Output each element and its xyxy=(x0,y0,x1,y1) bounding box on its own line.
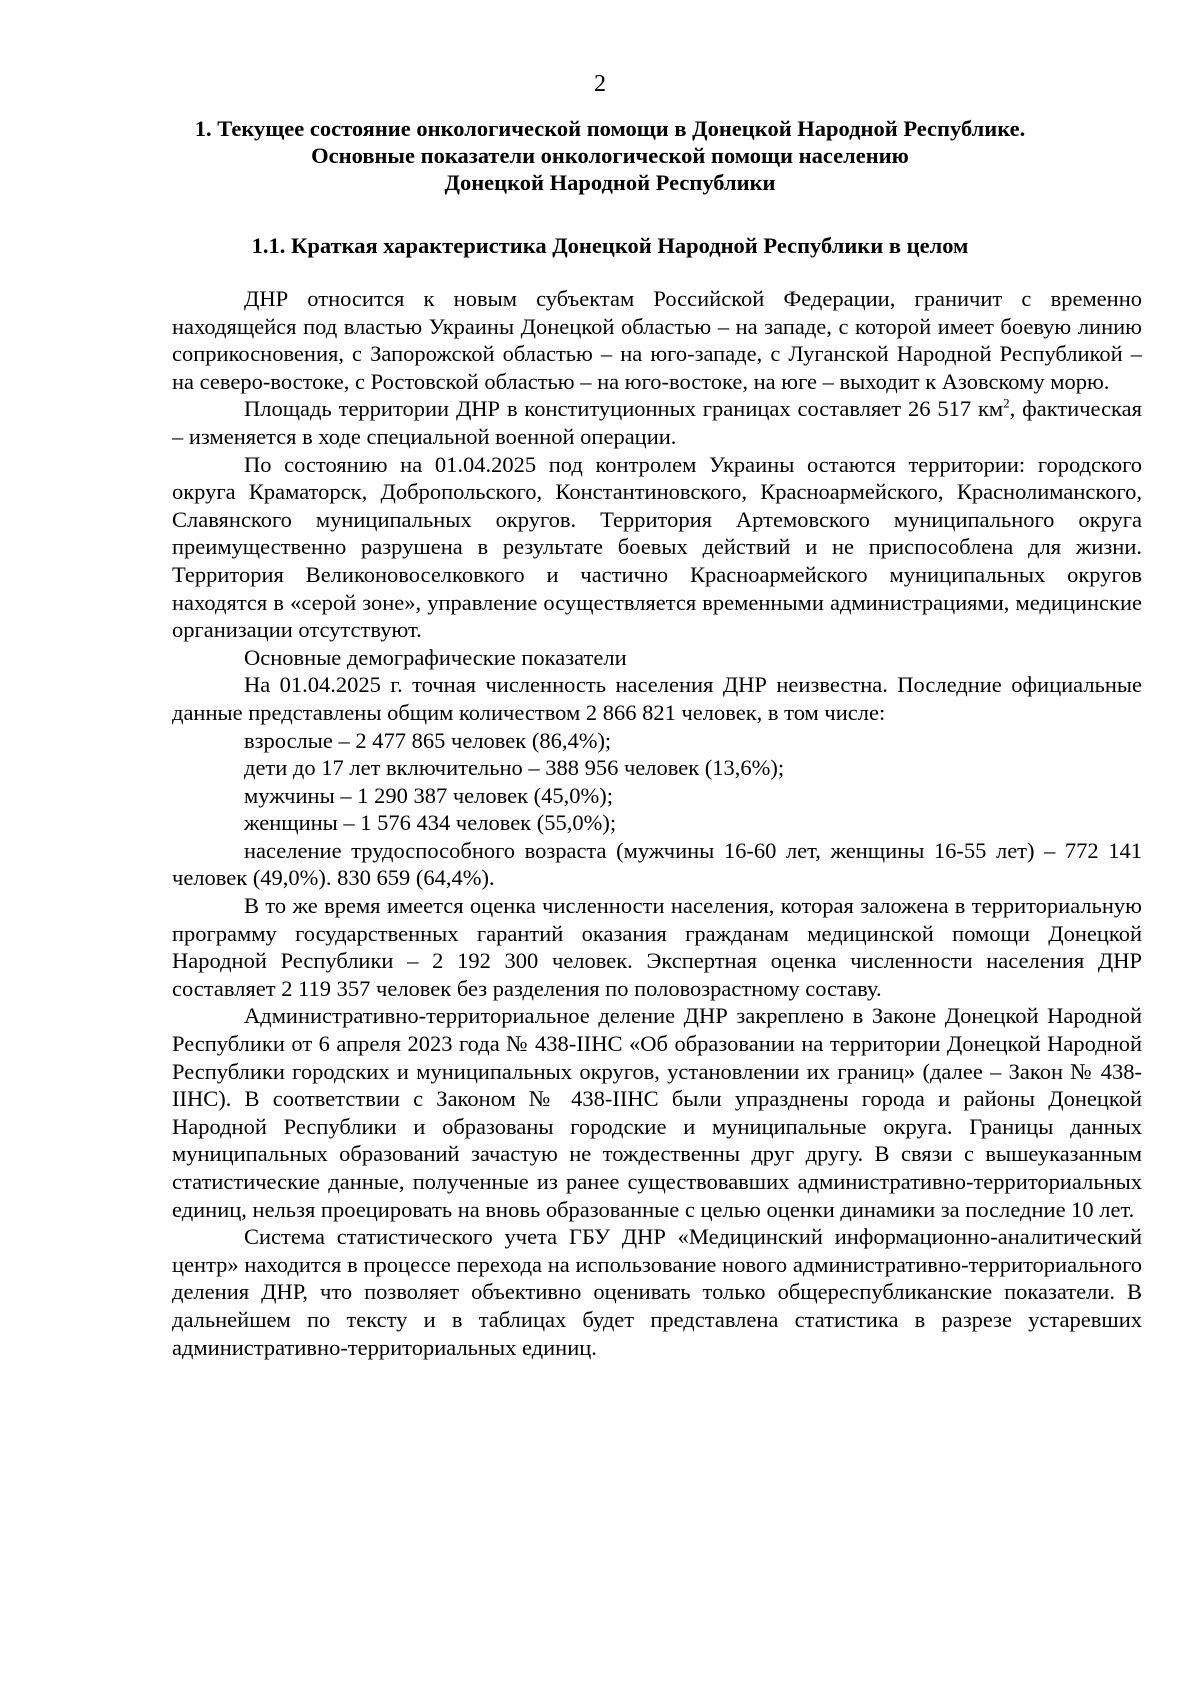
area-text: Площадь территории ДНР в конституционных границах составляет 26 517 км xyxy=(244,396,1004,422)
section-heading-line-3: Донецкой Народной Республики xyxy=(444,170,776,195)
paragraph-area xyxy=(172,395,1142,450)
list-item-working-age: население трудоспособного возраста (мужчины 16-60 лет, женщины 16-55 лет) – 772 141 человек (49,0%). 830 659 (64,4%). xyxy=(172,837,1142,891)
list-item-men: мужчины – 1 290 387 человек (45,0%); xyxy=(244,782,613,808)
area-text-continued: , фактическая – изменяется в ходе специальной военной операции. xyxy=(172,396,1142,449)
section-heading-line-2: Основные показатели онкологической помощи населению xyxy=(311,143,909,168)
paragraph-demographics-title: Основные демографические показатели xyxy=(244,644,627,670)
area-superscript: 2 xyxy=(1003,395,1010,411)
list-item-adults: взрослые – 2 477 865 человек (86,4%); xyxy=(244,727,612,753)
paragraph-territories: По состоянию на 01.04.2025 под контролем Украины остаются территории: городского округа Краматорск, Добропольского, Константиновского, Красноармейского, Краснолиманского, Славянского муниципальных округов. Территория Артемовского муниципального округа преимущественно разрушена в результате боевых действий и не приспособлена для жизни. Территория Великоновоселковкого и частично Красноармейского муниципальных округов находятся в «серой зоне», управление осуществляется временными администрациями, медицинские организации отсутствуют. xyxy=(172,451,1142,643)
list-item-children: дети до 17 лет включительно – 388 956 человек (13,6%); xyxy=(244,755,785,781)
paragraph-statistics-system: Система статистического учета ГБУ ДНР «Медицинский информационно-аналитический центр» находится в процессе перехода на использование нового административно-территориального деления ДНР, что позволяет объективно оценивать только общереспубликанские показатели. В дальнейшем по тексту и в таблицах будет представлена статистика в разрезе устаревших административно-территориальных единиц. xyxy=(172,1224,1142,1360)
section-heading-line-1: 1. Текущее состояние онкологической помощи в Донецкой Народной Республике. xyxy=(194,116,1026,141)
paragraph-population: На 01.04.2025 г. точная численность населения ДНР неизвестна. Последние официальные данные представлены общим количеством 2 866 821 человек, в том числе: xyxy=(172,672,1142,725)
paragraph-population-estimate: В то же время имеется оценка численности населения, которая заложена в территориальную программу государственных гарантий оказания гражданам медицинской помощи Донецкой Народной Республики – 2 192 300 человек. Экспертная оценка численности населения ДНР составляет 2 119 357 человек без разделения по половозрастному составу. xyxy=(172,893,1142,1001)
document-body xyxy=(172,285,1142,1361)
paragraph-administrative-division: Административно-территориальное деление ДНР закреплено в Законе Донецкой Народной Республики от 6 апреля 2023 года № 438-IIНС «Об образовании на территории Донецкой Народной Республики городских и муниципальных округов, установлении их границ» (далее – Закон № 438-IIНС). В соответствии с Законом № 438-IIНС были упразднены города и районы Донецкой Народной Республики и образованы городские и муниципальные округа. Границы данных муниципальных образований зачастую не тождественны друг другу. В связи с вышеуказанным статистические данные, полученные из ранее существовавших административно-территориальных единиц, нельзя проецировать на вновь образованные с целью оценки динамики за последние 10 лет. xyxy=(172,1003,1142,1222)
subsection-heading: 1.1. Краткая характеристика Донецкой Народной Республики в целом xyxy=(251,233,969,258)
paragraph-borders: ДНР относится к новым субъектам Российской Федерации, граничит с временно находящейся под властью Украины Донецкой областью – на западе, с которой имеет боевую линию соприкосновения, с Запорожской областью – на юго-западе, с Луганской Народной Республикой – на северо-востоке, с Ростовской областью – на юго-востоке, на юге – выходит к Азовскому морю. xyxy=(172,286,1142,394)
list-item-women: женщины – 1 576 434 человек (55,0%); xyxy=(244,810,617,836)
section-heading xyxy=(160,115,1060,196)
page-number: 2 xyxy=(594,71,606,97)
